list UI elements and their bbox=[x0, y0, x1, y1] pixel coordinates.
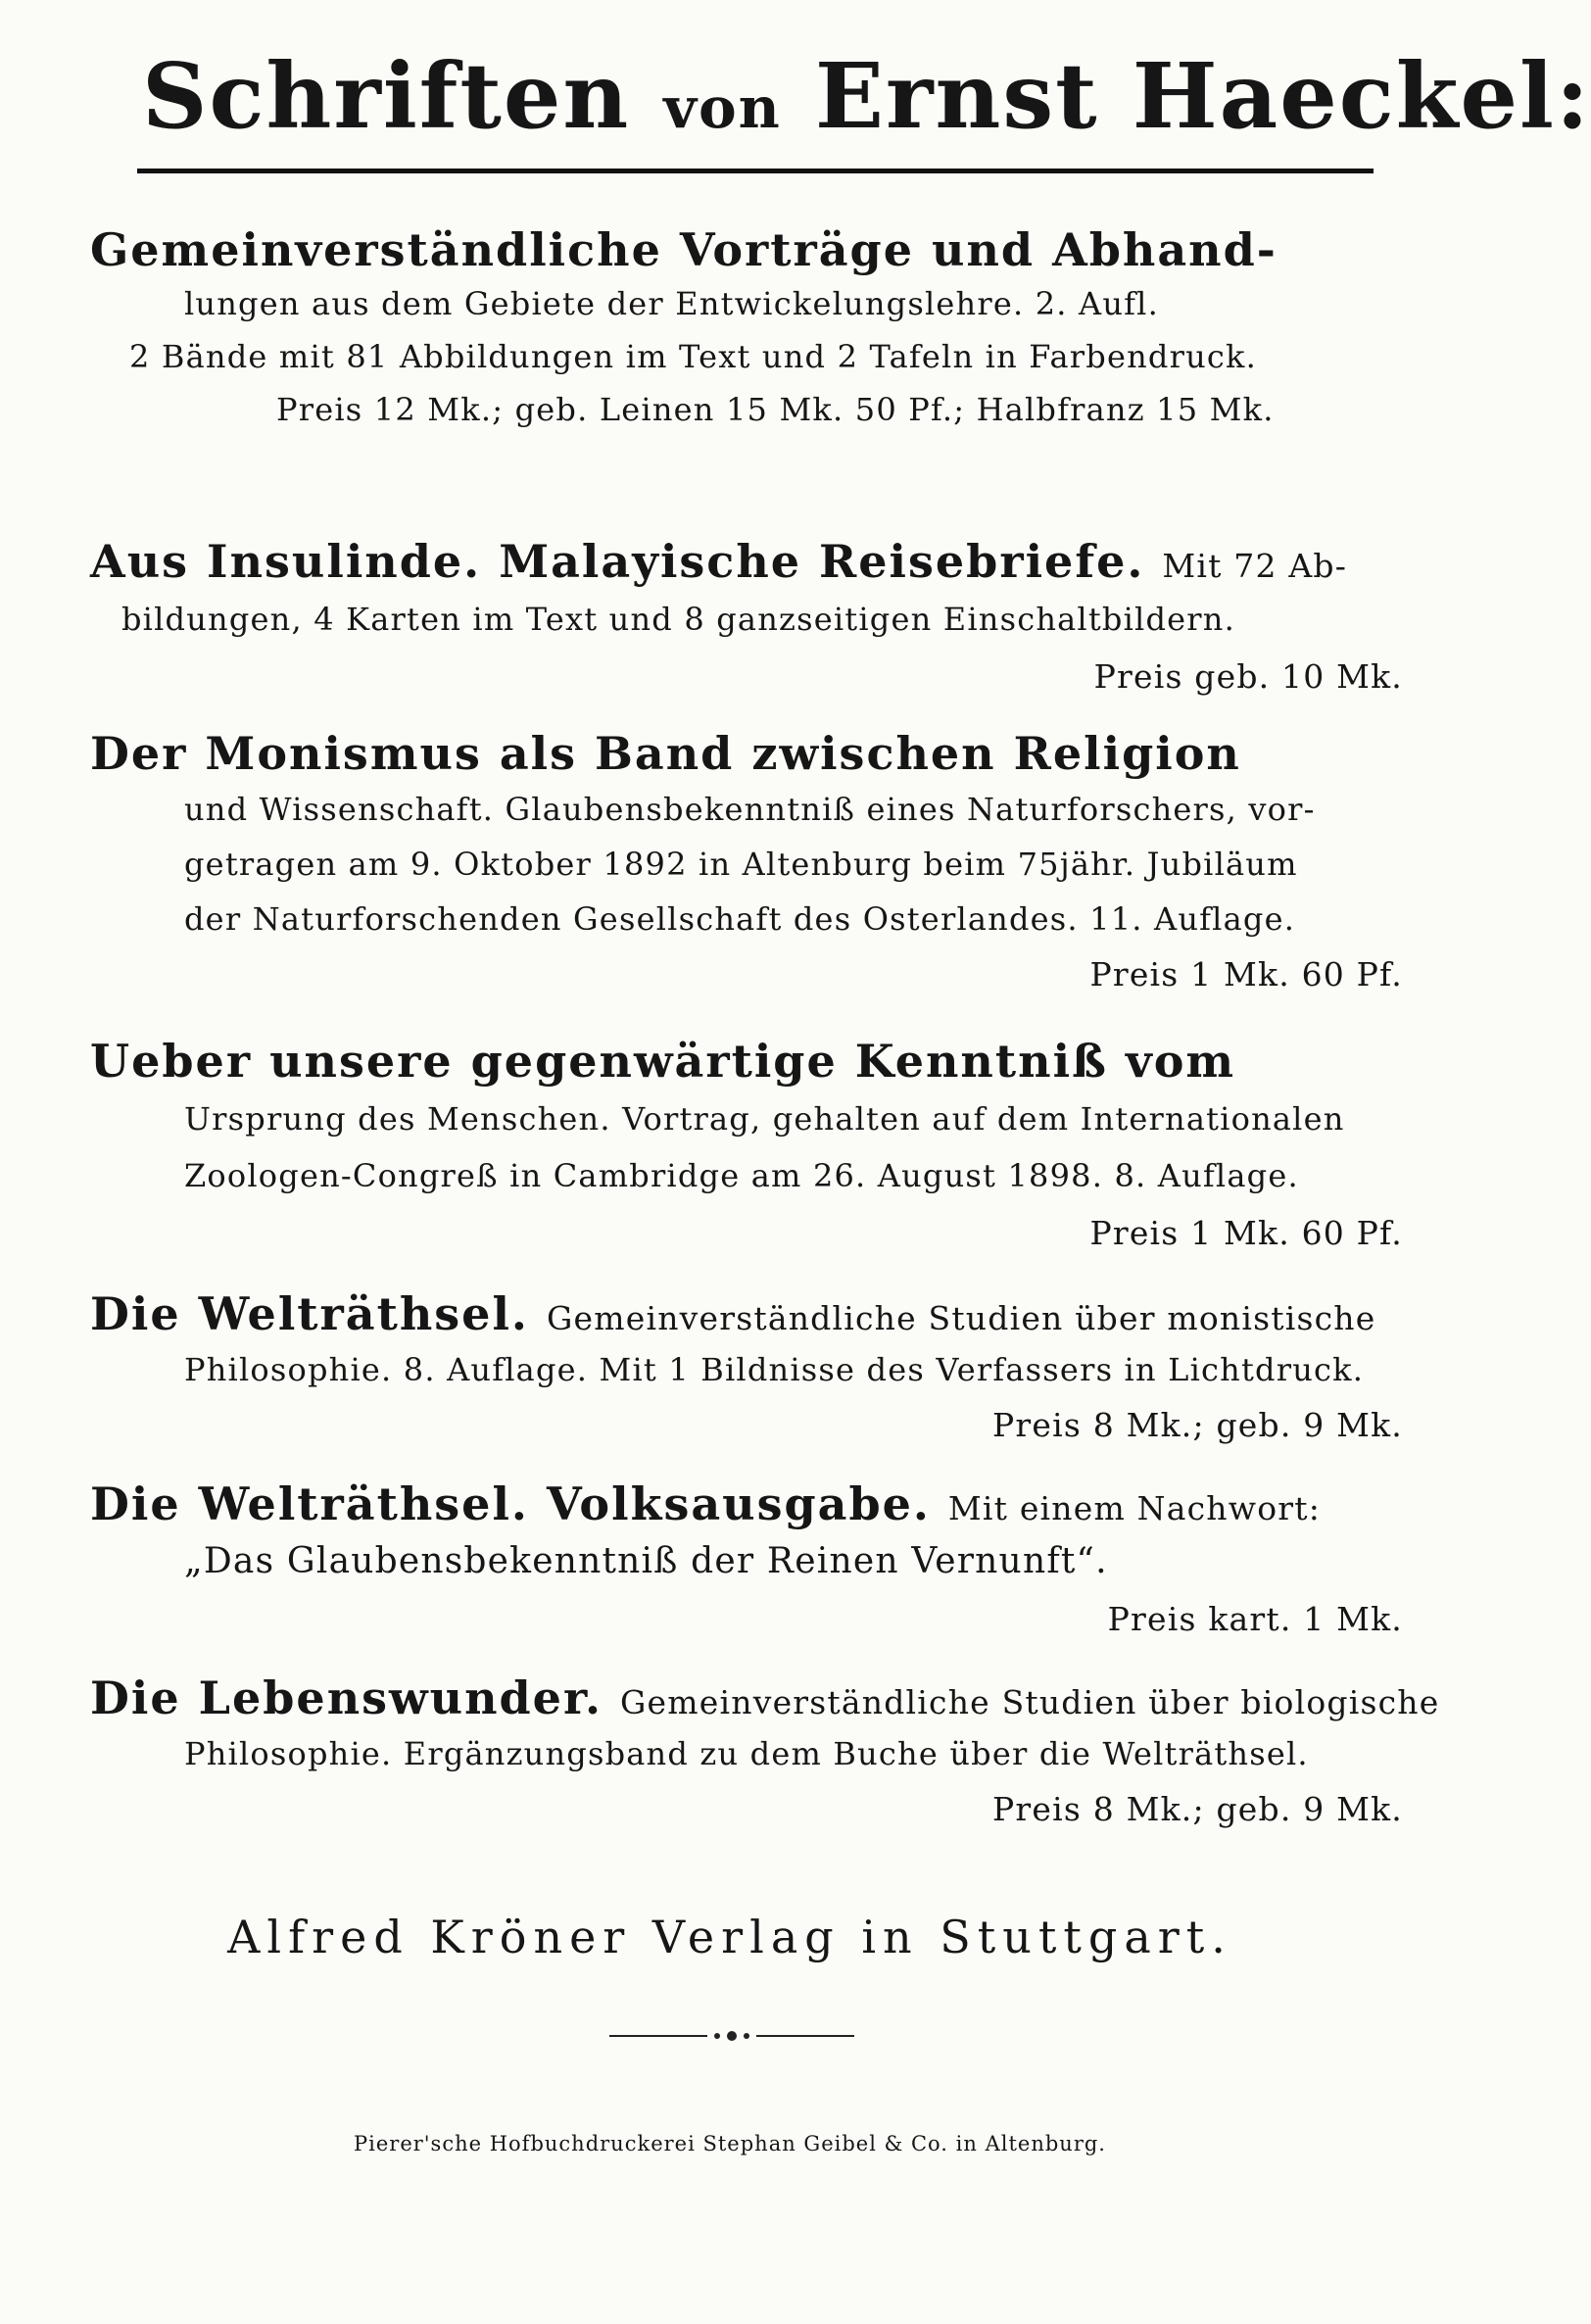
entry-volksausgabe bbox=[90, 1477, 1403, 1658]
entry-heading-title: Die Welträthsel. bbox=[90, 1287, 529, 1340]
entry-vortraege bbox=[90, 223, 1403, 447]
entry-heading-title: Aus Insulinde. Malayische Reisebriefe. bbox=[90, 535, 1145, 588]
title-word-schriften: Schriften bbox=[142, 43, 631, 149]
publisher-line: Alfred Kröner Verlag in Stuttgart. bbox=[227, 1911, 1232, 1963]
title-underline bbox=[137, 169, 1374, 173]
entry-price: Preis kart. 1 Mk. bbox=[1107, 1600, 1403, 1638]
entry-line: und Wissenschaft. Glaubensbekenntniß eines Naturforschers, vor- bbox=[184, 791, 1316, 828]
entry-price: Preis 8 Mk.; geb. 9 Mk. bbox=[992, 1406, 1403, 1444]
entry-heading-rest: Mit einem Nachwort: bbox=[947, 1489, 1322, 1527]
entry-insulinde bbox=[90, 535, 1403, 715]
entry-line: getragen am 9. Oktober 1892 in Altenburg beim 75jähr. Jubiläum bbox=[184, 846, 1298, 883]
entry-lebenswunder bbox=[90, 1671, 1440, 1848]
entry-heading-rest: Gemeinverständliche Studien über monistische bbox=[546, 1299, 1376, 1337]
entry-heading: Ueber unsere gegenwärtige Kenntniß vom bbox=[90, 1035, 1236, 1088]
entry-monismus bbox=[90, 727, 1403, 1013]
entry-heading bbox=[90, 1671, 1440, 1738]
entry-heading-title: Die Welträthsel. Volksausgabe. bbox=[90, 1477, 931, 1530]
entry-line: Preis 12 Mk.; geb. Leinen 15 Mk. 50 Pf.; Halbfranz 15 Mk. bbox=[276, 391, 1275, 428]
entry-heading-rest: Gemeinverständliche Studien über biologische bbox=[620, 1683, 1440, 1721]
entry-heading: Der Monismus als Band zwischen Religion bbox=[90, 727, 1241, 780]
entry-heading: Gemeinverständliche Vorträge und Abhand- bbox=[90, 223, 1278, 276]
entry-line: Philosophie. Ergänzungsband zu dem Buche über die Welträthsel. bbox=[184, 1735, 1309, 1772]
printer-imprint: Pierer'sche Hofbuchdruckerei Stephan Geibel & Co. in Altenburg. bbox=[354, 2132, 1106, 2155]
title-word-von: von bbox=[663, 74, 782, 141]
entry-line: Ursprung des Menschen. Vortrag, gehalten auf dem Internationalen bbox=[184, 1100, 1345, 1138]
entry-heading-rest: Mit 72 Ab- bbox=[1162, 547, 1348, 585]
entry-weltraethsel bbox=[90, 1287, 1403, 1464]
entry-line: Zoologen-Congreß in Cambridge am 26. August 1898. 8. Auflage. bbox=[184, 1157, 1299, 1194]
entry-heading bbox=[90, 535, 1403, 604]
entry-heading bbox=[90, 1477, 1403, 1544]
entry-line: der Naturforschenden Gesellschaft des Osterlandes. 11. Auflage. bbox=[184, 900, 1296, 938]
entry-line: lungen aus dem Gebiete der Entwickelungslehre. 2. Aufl. bbox=[184, 285, 1159, 322]
entry-line: bildungen, 4 Karten im Text und 8 ganzseitigen Einschaltbildern. bbox=[121, 601, 1235, 638]
entry-price: Preis 8 Mk.; geb. 9 Mk. bbox=[992, 1790, 1403, 1828]
entry-line: 2 Bände mit 81 Abbildungen im Text und 2 Tafeln in Farbendruck. bbox=[129, 338, 1257, 375]
entry-ursprung bbox=[90, 1035, 1403, 1272]
page-title bbox=[142, 43, 1591, 149]
entry-price: Preis 1 Mk. 60 Pf. bbox=[1089, 955, 1403, 993]
entry-heading-title: Die Lebenswunder. bbox=[90, 1671, 603, 1724]
entry-line: „Das Glaubensbekenntniß der Reinen Vernunft“. bbox=[184, 1541, 1108, 1581]
ornament-divider bbox=[609, 2028, 854, 2044]
entry-heading bbox=[90, 1287, 1403, 1354]
entry-price: Preis geb. 10 Mk. bbox=[1093, 657, 1403, 696]
entry-price: Preis 1 Mk. 60 Pf. bbox=[1089, 1214, 1403, 1252]
title-author: Ernst Haeckel: bbox=[814, 43, 1591, 149]
entry-line: Philosophie. 8. Auflage. Mit 1 Bildnisse des Verfassers in Lichtdruck. bbox=[184, 1351, 1365, 1388]
